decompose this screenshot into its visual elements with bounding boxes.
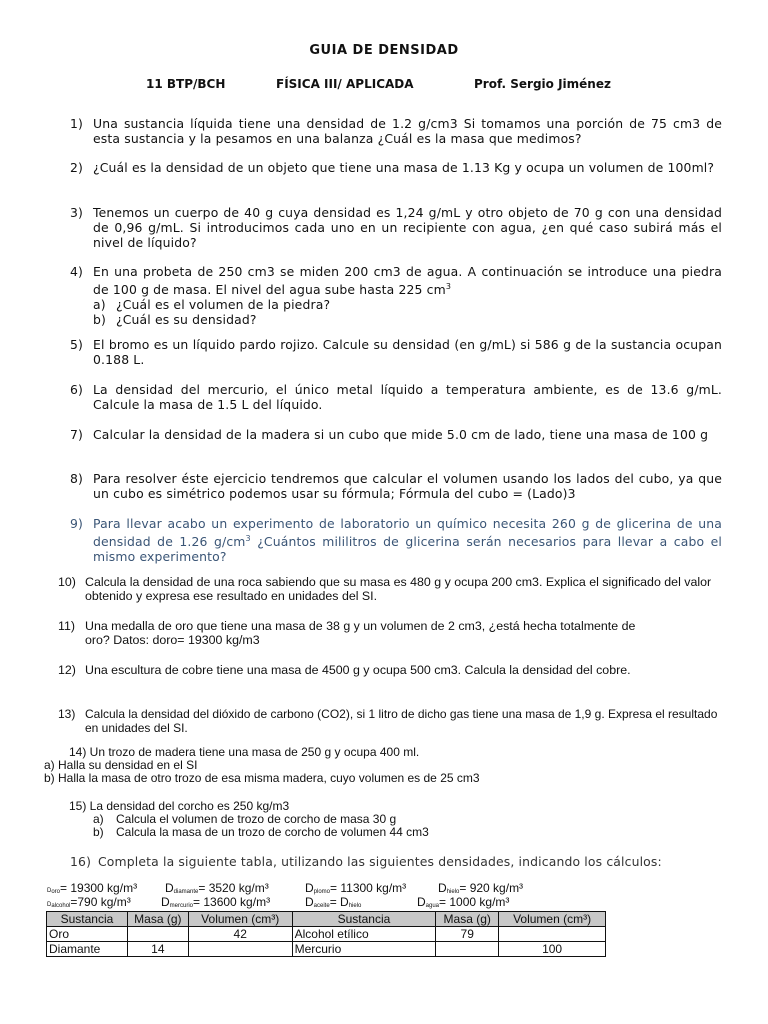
question-number: 6) [70,382,84,397]
question-number: 9) [70,516,84,531]
question-15 [69,800,729,839]
table-cell: Oro [47,927,128,942]
density-diamante: $D_{diamante}= 3520$ kg/m³ [165,881,269,895]
table-cell[interactable] [127,927,188,942]
density-oro: $D_{oro}= 19300$ kg/m³ [47,881,138,895]
table-cell: 14 [127,942,188,957]
question-text: Una escultura de cobre tiene una masa de 4500 g y ocupa 500 cm3. Calcula la densidad del cobre. [85,663,631,677]
density-table [46,911,606,957]
question-number: 1) [70,116,84,131]
question-text: Para resolver éste ejercicio tendremos que calcular el volumen usando los lados del cubo, ya que un cubo es simétrico podemos usar su fórmula; Fórmula del cubo = (Lado)3 [93,471,722,501]
question-text: Tenemos un cuerpo de 40 g cuya densidad es 1,24 g/mL y otro objeto de 70 g con una densidad de 0,96 g/mL. Si introducimos cada uno en un recipiente con agua, ¿en qué caso subirá más el nivel de líquido? [93,205,722,250]
density-agua: $D_{agua}= 1000$ kg/m³ [417,895,510,909]
table-row [47,942,606,957]
subject-label: FÍSICA III/ APLICADA [276,77,414,91]
question-text: Calcula la densidad del dióxido de carbono (CO2), si 1 litro de dicho gas tiene una masa de 1,9 g. Expresa el resultado en unidades del SI. [85,707,718,735]
question-number: 7) [70,427,84,442]
question-text: Una sustancia líquida tiene una densidad de 1.2 g/cm3 Si tomamos una porción de 75 cm3 de esta sustancia y la pesamos en una balanza ¿Cuál es la masa que medimos? [93,116,722,146]
table-cell: 42 [188,927,292,942]
question-4-part-b: b) ¿Cuál es su densidad? [93,312,257,328]
table-header-row [47,912,606,927]
density-plomo: $D_{plomo}= 11300$ kg/m³ [305,881,407,895]
page-title: GUIA DE DENSIDAD [309,43,459,58]
density-mercurio: $D_{mercurio}= 13600$ kg/m³ [161,895,271,909]
table-cell: Diamante [47,942,128,957]
question-4-part-a: a) ¿Cuál es el volumen de la piedra? [93,297,331,313]
group-label: 11 BTP/BCH [146,77,226,91]
question-number: 2) [70,160,84,175]
question-number: 8) [70,471,84,486]
density-alcohol: $D_{alcohol}=790$ kg/m³ [47,895,131,909]
question-7 [70,427,722,442]
question-number: 10) [58,575,76,589]
question-14-part-b: b) Halla la masa de otro trozo de esa misma madera, cuyo volumen es de 25 cm3 [44,771,480,785]
question-6 [70,382,722,412]
table-cell[interactable] [188,942,292,957]
question-text: Completa la siguiente tabla, utilizando las siguientes densidades, indicando los cálculos: [98,854,662,869]
table-cell: Mercurio [292,942,436,957]
question-text: Calcula la densidad de una roca sabiendo que su masa es 480 g y ocupa 200 cm3. Explica el significado del valor obtenido y expresa ese resultado en unidades del SI. [85,575,712,603]
question-15-part-b: b) Calcula la masa de un trozo de corcho de volumen 44 cm3 [93,825,429,839]
question-number: 13) [58,707,76,721]
question-9 [70,516,722,564]
question-text: Calcular la densidad de la madera si un cubo que mide 5.0 cm de lado, tiene una masa de 100 g [93,427,709,442]
teacher-label: Prof. Sergio Jiménez [474,77,611,91]
question-number: 11) [58,619,75,633]
question-text: ¿Cuál es la densidad de un objeto que tiene una masa de 1.13 Kg y ocupa un volumen de 100ml? [93,160,715,175]
question-text: En una probeta de 250 cm3 se miden 200 cm3 de agua. A continuación se introduce una piedra de 100 g de masa. El nivel del agua sube hasta 225 $cm^3$ [93,264,722,298]
question-5 [70,337,722,367]
question-text: Para llevar acabo un experimento de laboratorio un químico necesita 260 g de glicerina de una densidad de 1.26 $g/cm^3$ ¿Cuántos mililitros de glicerina serán necesarios para llevar a cabo el mismo experimento? [93,516,722,565]
table-header-cell: Sustancia [292,912,436,927]
table-cell[interactable] [436,942,499,957]
question-text: Una medalla de oro que tiene una masa de 38 g y un volumen de 2 cm3, ¿está hecha totalmente de oro? Datos: doro= 19300 kg/m3 [85,619,636,647]
question-15-line: 15) La densidad del corcho es 250 kg/m3 [69,799,290,813]
question-number: 4) [70,264,84,279]
table-header-cell: Volumen (cm³) [188,912,292,927]
density-hielo: $D_{hielo}= 920$ kg/m³ [438,881,524,895]
question-14 [44,746,724,785]
question-12 [58,663,722,677]
question-8 [70,471,722,501]
question-number: 5) [70,337,84,352]
question-14-part-a: a) Halla su densidad en el SI [44,758,198,772]
question-15-part-a: a) Calcula el volumen de trozo de corcho de masa 30 g [93,812,397,826]
table-cell[interactable] [499,927,606,942]
table-header-cell: Sustancia [47,912,128,927]
question-4 [70,264,722,327]
question-10 [58,575,722,603]
density-aceite: $D_{aceite}= D_{hielo}$ [305,895,362,909]
table-cell: Alcohol etílico [292,927,436,942]
question-3 [70,205,722,250]
question-number: 16) [70,854,92,869]
question-1 [70,116,722,146]
question-text: La densidad del mercurio, el único metal líquido a temperatura ambiente, es de 13.6 g/mL. Calcule la masa de 1.5 L del líquido. [93,382,722,412]
question-11 [58,619,722,647]
question-16 [70,854,730,869]
question-2 [70,160,722,175]
question-13 [58,707,722,735]
table-header-cell: Volumen (cm³) [499,912,606,927]
question-14-line: 14) Un trozo de madera tiene una masa de 250 g y ocupa 400 ml. [69,745,420,759]
superscript: 3 [245,534,251,543]
question-number: 12) [58,663,76,677]
table-header-cell: Masa (g) [127,912,188,927]
table-header-cell: Masa (g) [436,912,499,927]
superscript: 3 [445,282,452,291]
question-text: El bromo es un líquido pardo rojizo. Calcule su densidad (en g/mL) si 586 g de la sustancia ocupan 0.188 L. [93,337,722,367]
table-cell: 100 [499,942,606,957]
question-number: 3) [70,205,84,220]
table-cell: 79 [436,927,499,942]
table-row [47,927,606,942]
